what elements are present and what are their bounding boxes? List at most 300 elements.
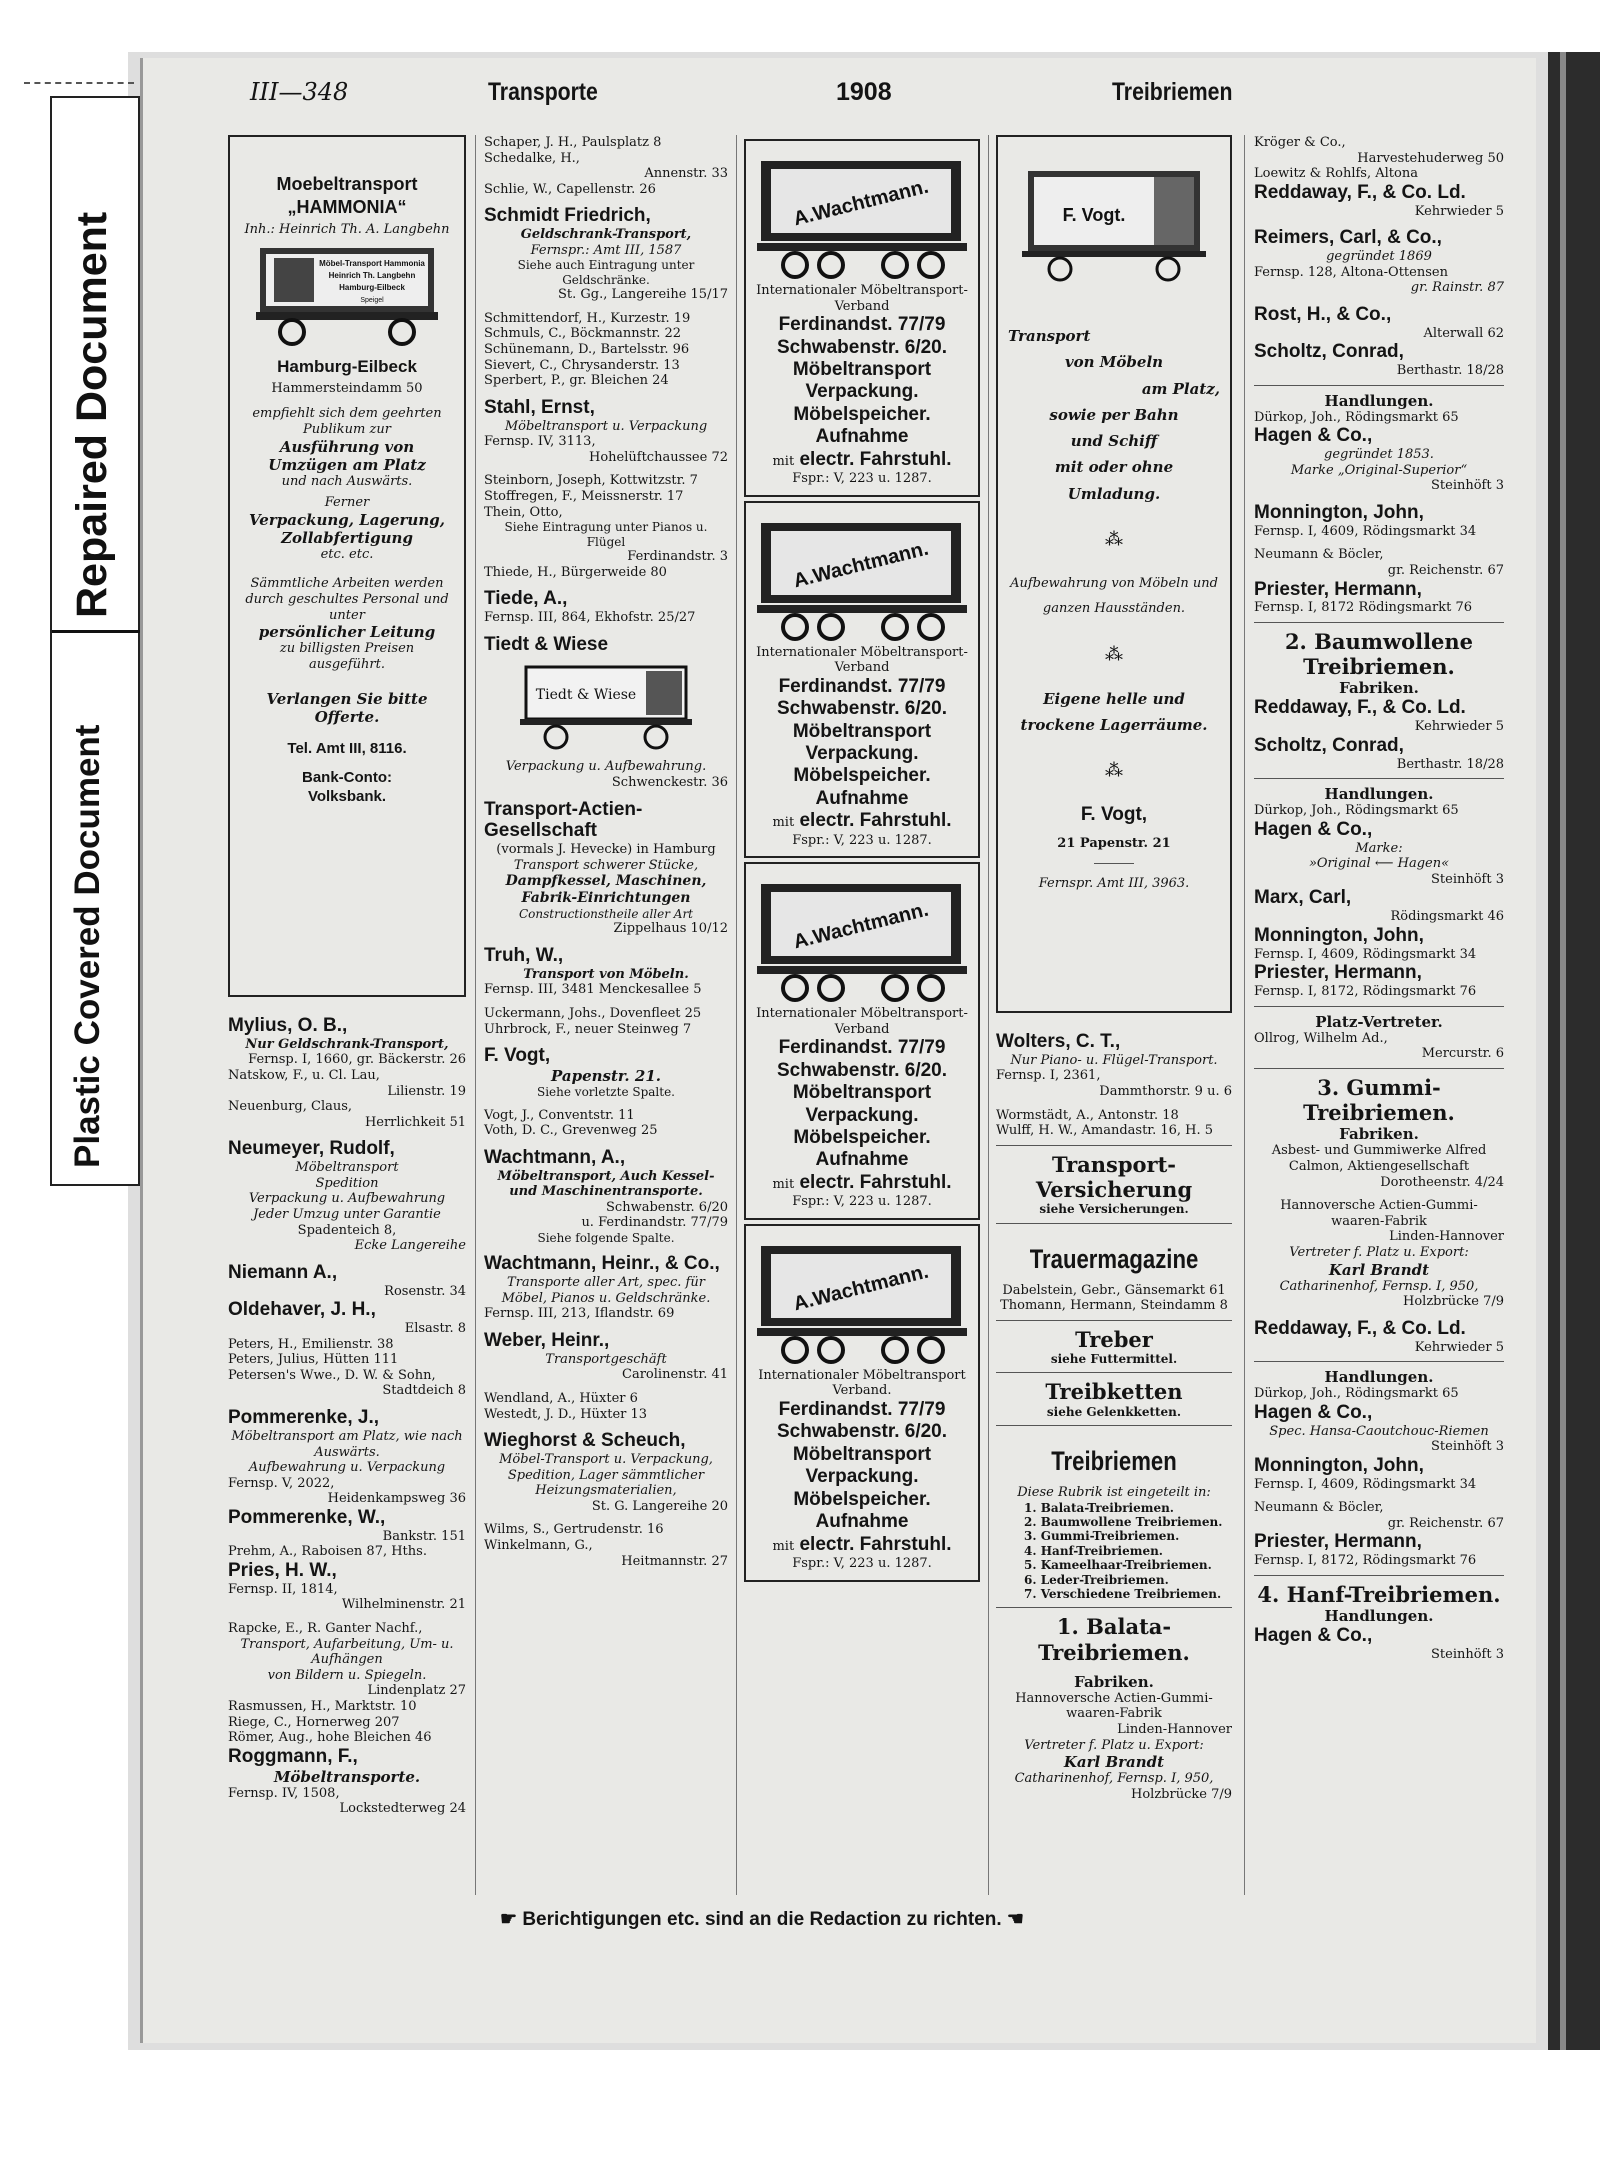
entry-text: Spedition (315, 1175, 379, 1191)
entry-text: Spec. Hansa-Caoutchouc-Riemen (1269, 1423, 1489, 1439)
section-heading: Trauermagazine (1029, 1243, 1199, 1274)
entry-name: Hagen & Co., (1254, 1401, 1373, 1423)
entry-name: Pommerenke, J., (228, 1407, 380, 1429)
wagon-text-3: Hamburg-Eilbeck (339, 282, 405, 292)
entry-text: Natskow, F., u. Cl. Lau, (228, 1068, 380, 1084)
entry-text: Schmuls, C., Böckmannstr. 22 (484, 326, 682, 342)
entry-text: Wendland, A., Hüxter 6 (484, 1390, 638, 1406)
column-rule (736, 135, 737, 1895)
entry-text: Loewitz & Rohlfs, Altona (1254, 166, 1418, 182)
ad-address: Ferdinandst. 77/79 (778, 675, 946, 697)
entry-text: Dorotheenstr. 4/24 (1380, 1174, 1504, 1190)
entry-text: Harvestehuderweg 50 (1357, 150, 1504, 166)
ad-text: Aufnahme (815, 1511, 909, 1533)
entry-text: Fernsp. I, 4609, Rödingsmarkt 34 (1254, 1476, 1477, 1492)
ad-text: Möbeltransport (792, 1082, 932, 1104)
entry-name: Priester, Hermann, (1254, 962, 1422, 984)
section-heading: 2. Baumwollene Treibriemen. (1284, 629, 1474, 680)
entry-text: Berthastr. 18/28 (1396, 363, 1504, 379)
entry-name: Niemann A., (228, 1261, 338, 1283)
entry-text: Ollrog, Wilhelm Ad., (1254, 1030, 1388, 1046)
entry-text: (vormals J. Hevecke) in Hamburg (496, 842, 716, 858)
entry-text: Hannoversche Actien-Gummi-waaren-Fabrik (1280, 1198, 1478, 1229)
entry-text: Transport, Aufarbeitung, Um- u. Aufhängen (240, 1636, 454, 1668)
category-list (996, 1501, 1232, 1602)
ornament: ⁂ (1105, 643, 1123, 665)
category-list-item: 4. Hanf-Treibriemen. (1024, 1543, 1163, 1558)
entry-text: Ecke Langereihe (354, 1238, 466, 1254)
column-rule (988, 135, 989, 1895)
wachtmann-wagon-image (755, 151, 969, 281)
entry-text: Vogt, J., Conventstr. 11 (484, 1107, 635, 1123)
ad-address: Schwabenstr. 6/20. (776, 698, 948, 720)
wagon-text-4: Speigel (360, 296, 384, 304)
next-section: Treibriemen (1112, 78, 1233, 106)
entry-text: Fernsp. I, 4609, Rödingsmarkt 34 (1254, 946, 1477, 962)
section-heading: Treibketten (1045, 1379, 1183, 1405)
entry-text: Elsastr. 8 (404, 1321, 466, 1337)
entry-name: Wolters, C. T., (996, 1031, 1121, 1052)
entry-text: Rosenstr. 34 (384, 1283, 466, 1299)
entry-text: Steinhöft 3 (1431, 1439, 1504, 1455)
entry-name: Scholtz, Conrad, (1254, 734, 1404, 756)
entry-text: Fernsp. V, 2022, (228, 1475, 335, 1491)
entry-text: Hohelüftchaussee 72 (589, 449, 728, 465)
entry-text: Carolinenstr. 41 (622, 1367, 728, 1383)
ad-text: mit (772, 815, 795, 831)
year: 1908 (836, 78, 892, 106)
entry-text: Stoffregen, F., Meissnerstr. 17 (484, 488, 684, 504)
entry-text: Westedt, J. D., Hüxter 13 (484, 1406, 648, 1422)
entry-text: Karl Brandt (1328, 1260, 1430, 1279)
wagon-text-1: Möbel-Transport Hammonia (319, 258, 425, 268)
entry-text: Fernsp. I, 8172 Rödingsmarkt 76 (1254, 600, 1472, 616)
entry-text: Kehrwieder 5 (1414, 719, 1504, 735)
hammonia-wagon-image (252, 240, 442, 350)
entry-name: Hagen & Co., (1254, 425, 1373, 447)
entry-text: Bankstr. 151 (382, 1528, 466, 1544)
entry-text: Karl Brandt (1063, 1753, 1165, 1772)
entry-name: Priester, Hermann, (1254, 578, 1422, 600)
entry-text: Fabriken. (1074, 1672, 1154, 1691)
entry-text: Siehe Eintragung unter Pianos u. Flügel (504, 520, 708, 549)
entry-text: Lindenplatz 27 (367, 1683, 466, 1699)
wagon-text: A.Wachtmann. (791, 175, 931, 231)
entry-text: Holzbrücke 7/9 (1131, 1786, 1232, 1802)
entry-text: Schwabenstr. 6/20 (606, 1199, 728, 1215)
covered-label: Plastic Covered Document (68, 724, 107, 1168)
entry-text: Rasmussen, H., Marktstr. 10 (228, 1698, 417, 1714)
entry-name: Mylius, O. B., (228, 1015, 348, 1036)
entry-text: Sperbert, P., gr. Bleichen 24 (484, 373, 669, 389)
entry-text: Möbeltransport (295, 1160, 399, 1176)
ad-text: Aufnahme (815, 426, 909, 448)
cut-line (24, 82, 134, 84)
ad-text: Umladung. (1067, 484, 1161, 503)
book-edge-line (1560, 52, 1566, 2050)
entry-name: Roggmann, F., (228, 1745, 358, 1767)
entry-text: Schedalke, H., (484, 150, 580, 166)
entry-text: Verpackung u. Aufbewahrung (248, 1191, 446, 1207)
entry-name: Transport-Actien-Gesellschaft (484, 798, 643, 842)
column-3 (744, 135, 980, 1582)
entry-text: Kehrwieder 5 (1414, 203, 1504, 219)
wagon-text: A.Wachtmann. (791, 1260, 931, 1316)
footer-notice (500, 1908, 1024, 1931)
column-5 (1254, 135, 1504, 1662)
ad-title: Moebeltransport „HAMMONIA“ (276, 174, 418, 217)
wachtmann-ad (744, 1224, 980, 1582)
entry-name: Hagen & Co., (1254, 1625, 1373, 1646)
ad-text: electr. Fahrstuhl. (799, 810, 952, 832)
entry-text: Fernsp. I, 8172, Rödingsmarkt 76 (1254, 1553, 1477, 1569)
entry-text: Fernsp. I, 2361, (996, 1068, 1101, 1084)
entry-text: Fernsp. 128, Altona-Ottensen (1254, 264, 1448, 280)
entry-name: Oldehaver, J. H., (228, 1299, 376, 1321)
category-list-item: 2. Baumwollene Treibriemen. (1024, 1515, 1223, 1529)
subheading: Handlungen. (1324, 391, 1434, 410)
ad-text: Transport (1008, 327, 1091, 345)
hammonia-ad (228, 135, 466, 997)
entry-text: Spadenteich 8, (297, 1222, 397, 1238)
entry-text: Transport von Möbeln. (523, 966, 689, 982)
entry-name: Marx, Carl, (1254, 887, 1352, 909)
entry-text: Wilms, S., Gertrudenstr. 16 (484, 1522, 664, 1538)
wagon-text: Tiedt & Wiese (535, 687, 637, 704)
entry-text: Jeder Umzug unter Garantie (253, 1207, 441, 1223)
ad-address: Ferdinandst. 77/79 (778, 1037, 946, 1059)
entry-text: Catharinenhof, Fernsp. I, 950, (1014, 1771, 1214, 1787)
entry-text: Siehe vorletzte Spalte. (537, 1085, 675, 1100)
entry-name: Schmidt Friedrich, (484, 205, 651, 227)
entry-text: Lilienstr. 19 (387, 1083, 466, 1099)
wachtmann-ad (744, 862, 980, 1220)
wachtmann-wagon-image (755, 874, 969, 1004)
entry-text: siehe Gelenkketten. (1046, 1404, 1182, 1419)
wachtmann-ad (744, 139, 980, 497)
entry-name: Reimers, Carl, & Co., (1254, 227, 1442, 249)
entry-text: u. Ferdinandstr. 77/79 (581, 1215, 728, 1231)
entry-name: Monnington, John, (1254, 1454, 1424, 1476)
entry-text: Transportgeschäft (545, 1351, 667, 1367)
wagon-text: A.Wachtmann. (791, 898, 931, 954)
entry-name: Reddaway, F., & Co. Ld. (1254, 181, 1466, 203)
ad-address: Hammersteindamm 50 (271, 380, 423, 396)
ad-phone: Fspr.: V, 223 u. 1287. (792, 1194, 932, 1210)
entry-text: siehe Versicherungen. (1039, 1202, 1189, 1217)
entry-name: Scholtz, Conrad, (1254, 341, 1404, 363)
entry-name: F. Vogt, (484, 1045, 551, 1067)
entry-text: Dürkop, Joh., Rödingsmarkt 65 (1254, 1386, 1459, 1402)
entry-text: Wilhelminenstr. 21 (341, 1597, 466, 1613)
entry-text: Lockstedterweg 24 (339, 1801, 466, 1817)
column-rule (1244, 135, 1245, 1895)
entry-text: Papenstr. 21. (551, 1067, 661, 1086)
entry-name: Neumeyer, Rudolf, (228, 1138, 395, 1160)
ad-text: Aufbewahrung von Möbeln und ganzen Hausständen. (1010, 576, 1218, 617)
column-4 (996, 135, 1232, 1802)
entry-text: Dürkop, Joh., Rödingsmarkt 65 (1254, 803, 1459, 819)
subheading: Handlungen. (1324, 785, 1434, 804)
ad-text: mit (772, 1176, 795, 1192)
entry-name: Monnington, John, (1254, 501, 1424, 523)
ad-address: Schwabenstr. 6/20. (776, 336, 948, 358)
vogt-wagon-image (1014, 165, 1214, 283)
page-number: III—348 (250, 78, 349, 106)
subheading: Platz-Vertreter. (1315, 1012, 1443, 1031)
subheading: Fabriken. (1339, 1125, 1419, 1144)
entry-text: Annenstr. 33 (644, 166, 728, 182)
entry-text: Vertreter f. Platz u. Export: (1024, 1737, 1204, 1753)
ad-text: Ferner (324, 495, 370, 511)
entry-text: Möbeltransport, Auch Kessel- und Maschinentransporte. (497, 1168, 715, 1200)
entry-text: Verpackung u. Aufbewahrung. (505, 759, 707, 775)
ornament: ⁂ (1105, 760, 1123, 782)
wachtmann-wagon-image (755, 1236, 969, 1366)
entry-text: Neuenburg, Claus, (228, 1099, 353, 1115)
subheading: Handlungen. (1324, 1368, 1434, 1387)
entry-text: Schwenckestr. 36 (611, 775, 728, 790)
subheading: Fabriken. (1339, 679, 1419, 698)
ad-address: Ferdinandst. 77/79 (778, 1399, 946, 1421)
entry-text: Alterwall 62 (1423, 325, 1504, 341)
section-heading: Transport-Versicherung (1035, 1151, 1193, 1202)
entry-text: St. G. Langereihe 20 (591, 1498, 728, 1514)
ad-text: sowie per Bahn (1049, 405, 1179, 424)
entry-text: Hannoversche Actien-Gummi-waaren-Fabrik (1015, 1690, 1213, 1722)
ad-text: etc. etc. (320, 546, 374, 562)
ad-address: Schwabenstr. 6/20. (776, 1059, 948, 1081)
ad-text: electr. Fahrstuhl. (799, 1171, 952, 1193)
ad-text: Möbeltransport (792, 1443, 932, 1465)
ad-text: electr. Fahrstuhl. (799, 1533, 952, 1555)
pointing-hand-icon: ☛ (500, 1909, 518, 1930)
entry-text: Transport schwerer Stücke, (513, 857, 699, 873)
wagon-text: A.Wachtmann. (791, 537, 931, 593)
ad-text: Ausführung von Umzügen am Platz (268, 437, 426, 474)
entry-name: Hagen & Co., (1254, 818, 1373, 840)
section-heading: 4. Hanf-Treibriemen. (1257, 1581, 1501, 1607)
entry-text: Fernsp. I, 8172, Rödingsmarkt 76 (1254, 984, 1477, 1000)
entry-text: Fernsp. II, 1814, (228, 1581, 338, 1597)
ad-name: F. Vogt, (1080, 803, 1148, 825)
entry-text: Möbeltransport u. Verpackung (504, 418, 708, 434)
ad-text: Möbelspeicher. (793, 403, 931, 425)
ad-phone: Fspr.: V, 223 u. 1287. (792, 832, 932, 848)
category-list-item: 5. Kameelhaar-Treibriemen. (1024, 1558, 1212, 1573)
entry-text: Möbel-Transport u. Verpackung, Spedition, Lager sämmtlicher Heizungsmaterialien, (499, 1451, 713, 1499)
ad-text: Möbeltransport (792, 720, 932, 742)
entry-text: Ferdinandstr. 3 (627, 548, 728, 564)
entry-text: Fernsp. I, 1660, gr. Bäckerstr. 26 (248, 1052, 466, 1068)
label-divider (52, 630, 140, 633)
entry-name: Priester, Hermann, (1254, 1531, 1422, 1553)
entry-text: Constructionstheile aller Art (518, 907, 694, 922)
entry-text: gegründet 1869 (1326, 249, 1432, 265)
entry-text: Thiede, H., Bürgerweide 80 (484, 564, 667, 580)
entry-name: Rost, H., & Co., (1254, 303, 1392, 325)
entry-text: Fernsp. III, 3481 Menckesallee 5 (484, 982, 702, 998)
ad-text: am Platz, (1141, 379, 1220, 398)
entry-text: Siehe auch Eintragung unter Geldschränke. (517, 258, 695, 287)
entry-text: Heidenkampsweg 36 (327, 1491, 466, 1507)
ad-text: Verpackung. (805, 1466, 919, 1488)
ad-text: Verpackung. (805, 1104, 919, 1126)
entry-text: Schlie, W., Capellenstr. 26 (484, 181, 656, 197)
footer-text: Berichtigungen etc. sind an die Redaction zu richten. (522, 1909, 1002, 1930)
arrow-icon: ⟵ (1374, 856, 1394, 872)
entry-text: Asbest- und Gummiwerke Alfred Calmon, Aktiengesellschaft (1271, 1143, 1487, 1174)
entry-name: Reddaway, F., & Co. Ld. (1254, 697, 1466, 719)
ad-text: mit (772, 453, 795, 469)
ad-text: Internationaler Möbeltransport-Verband (756, 1006, 968, 1037)
entry-text: siehe Futtermittel. (1050, 1352, 1178, 1366)
entry-text: Fernspr.: Amt III, 1587 (530, 242, 682, 258)
entry-text: Dampfkessel, Maschinen, Fabrik-Einrichtungen (505, 873, 707, 907)
category-list-item: 3. Gummi-Treibriemen. (1024, 1529, 1180, 1544)
ad-city: Hamburg-Eilbeck (277, 356, 417, 376)
entry-text: Wormstädt, A., Antonstr. 18 (996, 1107, 1179, 1123)
entry-text: Neumann & Böcler, (1254, 547, 1384, 563)
entry-text: Peters, Julius, Hütten 111 (228, 1352, 399, 1368)
entry-text: Linden-Hannover (1389, 1229, 1504, 1245)
ad-text: electr. Fahrstuhl. (799, 448, 952, 470)
entry-text: von Bildern u. Spiegeln. (267, 1667, 427, 1683)
section-heading: 3. Gummi-Treibriemen. (1303, 1074, 1455, 1126)
ad-text: Verpackung, Lagerung, Zollabfertigung (249, 510, 445, 547)
entry-text: gr. Rainstr. 87 (1410, 280, 1504, 296)
ad-text: Aufnahme (815, 787, 909, 809)
wagon-text-2: Heinrich Th. Langbehn (328, 270, 416, 280)
section-heading: 1. Balata-Treibriemen. (1038, 1614, 1190, 1665)
entry-text: Steinhöft 3 (1431, 478, 1504, 494)
ad-text: mit oder ohne (1054, 458, 1174, 477)
entry-text: Catharinenhof, Fernsp. I, 950, (1279, 1278, 1479, 1294)
entry-text: gegründet 1853. (1324, 447, 1434, 463)
ad-text: Möbelspeicher. (793, 1488, 931, 1510)
wagon-text: F. Vogt. (1062, 205, 1126, 225)
entry-text: Uckermann, Johs., Dovenfleet 25 (484, 1006, 702, 1022)
column-rule (475, 135, 476, 1895)
entry-text: Transporte aller Art, spec. für Möbel, Pianos u. Geldschränke. (501, 1275, 711, 1306)
ad-text: Internationaler Möbeltransport-Verband (756, 283, 968, 314)
entry-text: Diese Rubrik ist eingeteilt in: (1017, 1485, 1211, 1501)
ad-text: und nach Auswärts. (281, 473, 413, 489)
entry-text: Prehm, A., Raboisen 87, Hths. (228, 1544, 427, 1560)
entry-text: Sievert, C., Chrysanderstr. 13 (484, 357, 680, 373)
entry-name: Wachtmann, A., (484, 1146, 626, 1168)
entry-name: Pries, H. W., (228, 1559, 337, 1581)
entry-name: Tiede, A., (484, 588, 568, 610)
entry-text: Steinhöft 3 (1431, 871, 1504, 887)
entry-text: Zippelhaus 10/12 (613, 921, 728, 937)
entry-name: Reddaway, F., & Co. Ld. (1254, 1317, 1466, 1339)
ad-text: Internationaler Möbeltransport-Verband (756, 644, 968, 676)
ad-phone: Fernspr. Amt III, 3963. (1038, 876, 1190, 892)
book-edge (1548, 52, 1600, 2050)
entry-text: Winkelmann, G., (484, 1537, 593, 1553)
entry-text: Linden-Hannover (1117, 1721, 1232, 1737)
entry-text: Möbeltransporte. (273, 1767, 421, 1786)
subheading: Handlungen. (1324, 1607, 1434, 1625)
ad-text: zu billigsten Preisen ausgeführt. (279, 641, 415, 672)
entry-name: Stahl, Ernst, (484, 396, 595, 418)
entry-text: Wulff, H. W., Amandastr. 16, H. 5 (996, 1123, 1214, 1139)
entry-text: Siehe folgende Spalte. (537, 1230, 675, 1245)
entry-text: Steinhöft 3 (1431, 1646, 1504, 1662)
section-heading: Treibriemen (1051, 1445, 1177, 1476)
entry-name: Tiedt & Wiese (484, 633, 609, 655)
entry-text: Holzbrücke 7/9 (1403, 1294, 1504, 1310)
entry-text: Peters, H., Emilienstr. 38 (228, 1336, 394, 1352)
ad-address: 21 Papenstr. 21 (1057, 835, 1171, 851)
ad-address: Schwabenstr. 6/20. (776, 1421, 948, 1443)
ad-bank: Bank-Conto: (302, 769, 392, 787)
entry-text: Dürkop, Joh., Rödingsmarkt 65 (1254, 409, 1459, 425)
entry-text: Schünemann, D., Bartelsstr. 96 (484, 341, 690, 357)
ad-phone: Fspr.: V, 223 u. 1287. (792, 471, 932, 487)
entry-text: Römer, Aug., hohe Bleichen 46 (228, 1730, 432, 1746)
ad-text: Verlangen Sie bitte Offerte. (266, 690, 428, 727)
entry-name: Wachtmann, Heinr., & Co., (484, 1253, 720, 1275)
ad-text: Aufnahme (815, 1149, 909, 1171)
entry-text: Dammthorstr. 9 u. 6 (1099, 1084, 1232, 1100)
entry-text: Neumann & Böcler, (1254, 1500, 1384, 1516)
entry-name: Truh, W., (484, 945, 564, 967)
entry-text: Herrlichkeit 51 (364, 1114, 466, 1130)
section-heading: Treber (1075, 1326, 1153, 1352)
entry-name: Pommerenke, W., (228, 1506, 386, 1528)
entry-text: Marke „Original-Superior“ (1290, 462, 1468, 478)
entry-text: Voth, D. C., Grevenweg 25 (484, 1123, 658, 1139)
entry-text: Kehrwieder 5 (1414, 1339, 1504, 1355)
ornament: ⁂ (1105, 528, 1123, 550)
entry-text: Riege, C., Hornerweg 207 (228, 1714, 400, 1730)
entry-text: Berthastr. 18/28 (1396, 756, 1504, 772)
entry-text: Marke: (1355, 840, 1403, 856)
entry-text: Heitmannstr. 27 (621, 1553, 728, 1569)
ad-text: Verpackung. (805, 743, 919, 765)
entry-text: gr. Reichenstr. 67 (1387, 562, 1504, 578)
ad-text: Internationaler Möbeltransport Verband. (758, 1367, 966, 1399)
ad-text: von Möbeln (1064, 353, 1164, 372)
ad-text: Sämmtliche Arbeiten werden durch geschultes Personal und unter (245, 576, 449, 623)
column-2 (484, 135, 728, 1569)
entry-text: Dabelstein, Gebr., Gänsemarkt 61 (1002, 1282, 1226, 1298)
ad-text: Möbelspeicher. (793, 1127, 931, 1149)
entry-text: Kröger & Co., (1254, 135, 1346, 150)
section-title: Transporte (488, 78, 598, 106)
entry-text: Steinborn, Joseph, Kottwitzstr. 7 (484, 473, 698, 489)
entry-text: Geldschrank-Transport, (520, 227, 692, 243)
pointing-hand-icon: ☚ (1006, 1909, 1024, 1930)
category-list-item: 1. Balata-Treibriemen. (1024, 1500, 1174, 1515)
ad-owner: Inh.: Heinrich Th. A. Langbehn (244, 222, 450, 237)
entry-text: Schmittendorf, H., Kurzestr. 19 (484, 310, 691, 326)
ad-text: Eigene helle und trockene Lagerräume. (1020, 690, 1208, 734)
entry-text: Aufbewahrung u. Verpackung (248, 1460, 446, 1476)
entry-name: Wieghorst & Scheuch, (484, 1430, 686, 1452)
entry-text: Rödingsmarkt 46 (1390, 909, 1504, 925)
tiedt-wiese-wagon-image (506, 657, 706, 757)
entry-text: Mercurstr. 6 (1421, 1046, 1504, 1062)
entry-text: Fernsp. III, 864, Ekhofstr. 25/27 (484, 609, 696, 625)
entry-text: Fernsp. I, 4609, Rödingsmarkt 34 (1254, 523, 1477, 539)
entry-text: Fernsp. IV, 3113, (484, 434, 596, 450)
entry-text: Thein, Otto, (484, 504, 563, 520)
entry-text: Möbeltransport am Platz, wie nach Auswärts. (231, 1428, 463, 1460)
ad-address: Ferdinandst. 77/79 (778, 314, 946, 336)
